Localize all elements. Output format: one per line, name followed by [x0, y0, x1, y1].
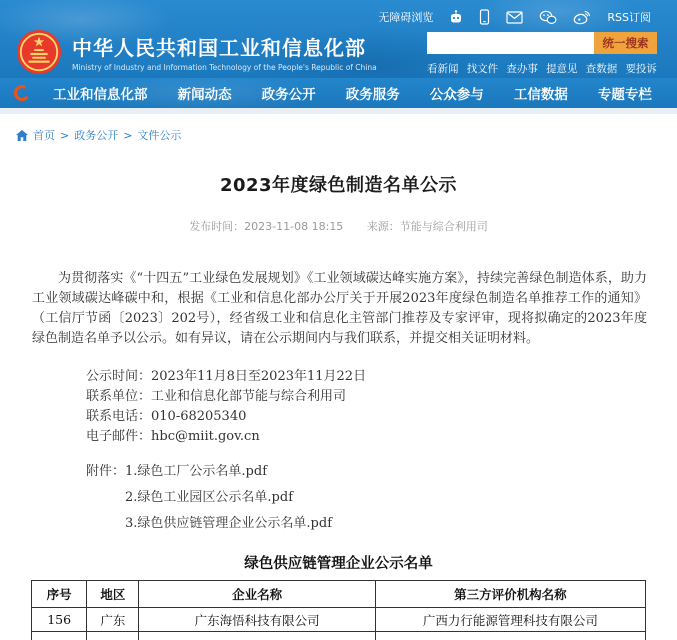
- attachments: [86, 460, 677, 538]
- table-header-row: [32, 581, 646, 608]
- utility-bar: [0, 0, 677, 26]
- quick-link-complaint[interactable]: 要投诉: [625, 63, 657, 75]
- quick-link-data[interactable]: 查数据: [585, 63, 618, 75]
- search-area: [427, 32, 657, 76]
- cell-region: 广东: [87, 608, 139, 632]
- robot-assistant-icon[interactable]: [449, 9, 463, 25]
- search-input[interactable]: [427, 32, 594, 54]
- table-row-partial: [32, 632, 646, 640]
- brand-row: [0, 26, 677, 76]
- breadcrumb-separator: >: [123, 128, 133, 142]
- weibo-icon[interactable]: [573, 10, 591, 25]
- contact-unit: 联系单位：工业和信息化部节能与综合利用司: [86, 389, 347, 404]
- breadcrumb-home[interactable]: 首页: [33, 129, 55, 142]
- nav-item-special-topics[interactable]: 专题专栏: [597, 87, 652, 103]
- cell-no: 156: [32, 608, 87, 632]
- quick-link-services[interactable]: 查办事: [506, 63, 538, 75]
- attachment-link-green-supply-chain[interactable]: 3.绿色供应链管理企业公示名单.pdf: [125, 516, 333, 531]
- publicity-period: 公示时间：2023年11月8日至2023年11月22日: [86, 369, 367, 384]
- nav-item-ministry[interactable]: 工业和信息化部: [53, 87, 148, 103]
- miit-logo-icon: [12, 83, 32, 103]
- contact-email: 电子邮件：hbc@miit.gov.cn: [86, 429, 260, 444]
- col-header-evaluator: 第三方评价机构名称: [375, 581, 645, 608]
- article-meta: [0, 218, 677, 234]
- national-emblem-icon: [16, 29, 62, 75]
- wechat-icon[interactable]: [539, 10, 557, 25]
- page-title: 2023年度绿色制造名单公示: [219, 175, 458, 196]
- mail-icon[interactable]: [506, 11, 523, 24]
- nav-item-gov-services[interactable]: 政务服务: [345, 87, 400, 103]
- site-header: [0, 0, 677, 78]
- attachment-label: 附件：: [86, 464, 126, 479]
- col-header-region: 地区: [87, 581, 139, 608]
- breadcrumb: [0, 114, 677, 151]
- breadcrumb-gov-disclosure[interactable]: 政务公开: [74, 129, 119, 142]
- contact-block: [86, 368, 677, 445]
- nav-item-data[interactable]: 工信数据: [513, 87, 568, 103]
- table-row: [32, 608, 646, 632]
- search-button[interactable]: 统一搜索: [594, 32, 657, 54]
- nav-item-news[interactable]: 新闻动态: [177, 87, 232, 103]
- green-supply-chain-table: [31, 580, 646, 640]
- attachment-link-green-park[interactable]: 2.绿色工业园区公示名单.pdf: [125, 490, 294, 505]
- cell-company: 广东海悟科技有限公司: [139, 608, 375, 632]
- quick-links: [427, 61, 657, 76]
- attachment-link-green-factory[interactable]: 1.绿色工厂公示名单.pdf: [125, 464, 268, 479]
- home-icon[interactable]: [16, 130, 28, 141]
- table-title: 绿色供应链管理企业公示名单: [244, 556, 433, 572]
- breadcrumb-file-publicity[interactable]: 文件公示: [137, 129, 182, 142]
- quick-link-suggest[interactable]: 提意见: [546, 63, 578, 75]
- quick-link-files[interactable]: 找文件: [466, 63, 499, 75]
- nav-item-public-participation[interactable]: 公众参与: [429, 87, 484, 103]
- main-nav: [0, 78, 677, 108]
- contact-phone: 联系电话：010-68205340: [86, 409, 247, 424]
- col-header-no: 序号: [32, 581, 87, 608]
- site-title-en: Ministry of Industry and Information Technology of the People's Republic of China: [72, 63, 377, 72]
- nav-item-gov-disclosure[interactable]: 政务公开: [261, 87, 316, 103]
- brand: [16, 28, 377, 76]
- col-header-company: 企业名称: [139, 581, 375, 608]
- site-title: 中华人民共和国工业和信息化部: [72, 36, 366, 60]
- quick-link-news[interactable]: 看新闻: [427, 63, 459, 75]
- breadcrumb-separator: >: [60, 128, 70, 142]
- rss-link[interactable]: RSS订阅: [607, 11, 651, 24]
- article-source: 来源：节能与综合利用司: [366, 220, 488, 233]
- publish-time: 发布时间：2023-11-08 18:15: [189, 220, 344, 233]
- article-paragraph: 为贯彻落实《“十四五”工业绿色发展规划》《工业领域碳达峰实施方案》，持续完善绿色制造体系，助力工业领域碳达峰碳中和，根据《工业和信息化部办公厅关于开展2023年度绿色制造名单推荐工作的通知》（工信厅节函〔2023〕202号），经省级工业和信息化主管部门推荐及专家评审，现将拟确定的2023年度绿色制造名单予以公示。如有异议，请在公示期间内与我们联系，并提交相关证明材料。: [32, 271, 647, 346]
- cell-evaluator: 广西力行能源管理科技有限公司: [375, 608, 645, 632]
- accessibility-link[interactable]: 无障碍浏览: [378, 11, 434, 24]
- mobile-icon[interactable]: [479, 9, 490, 25]
